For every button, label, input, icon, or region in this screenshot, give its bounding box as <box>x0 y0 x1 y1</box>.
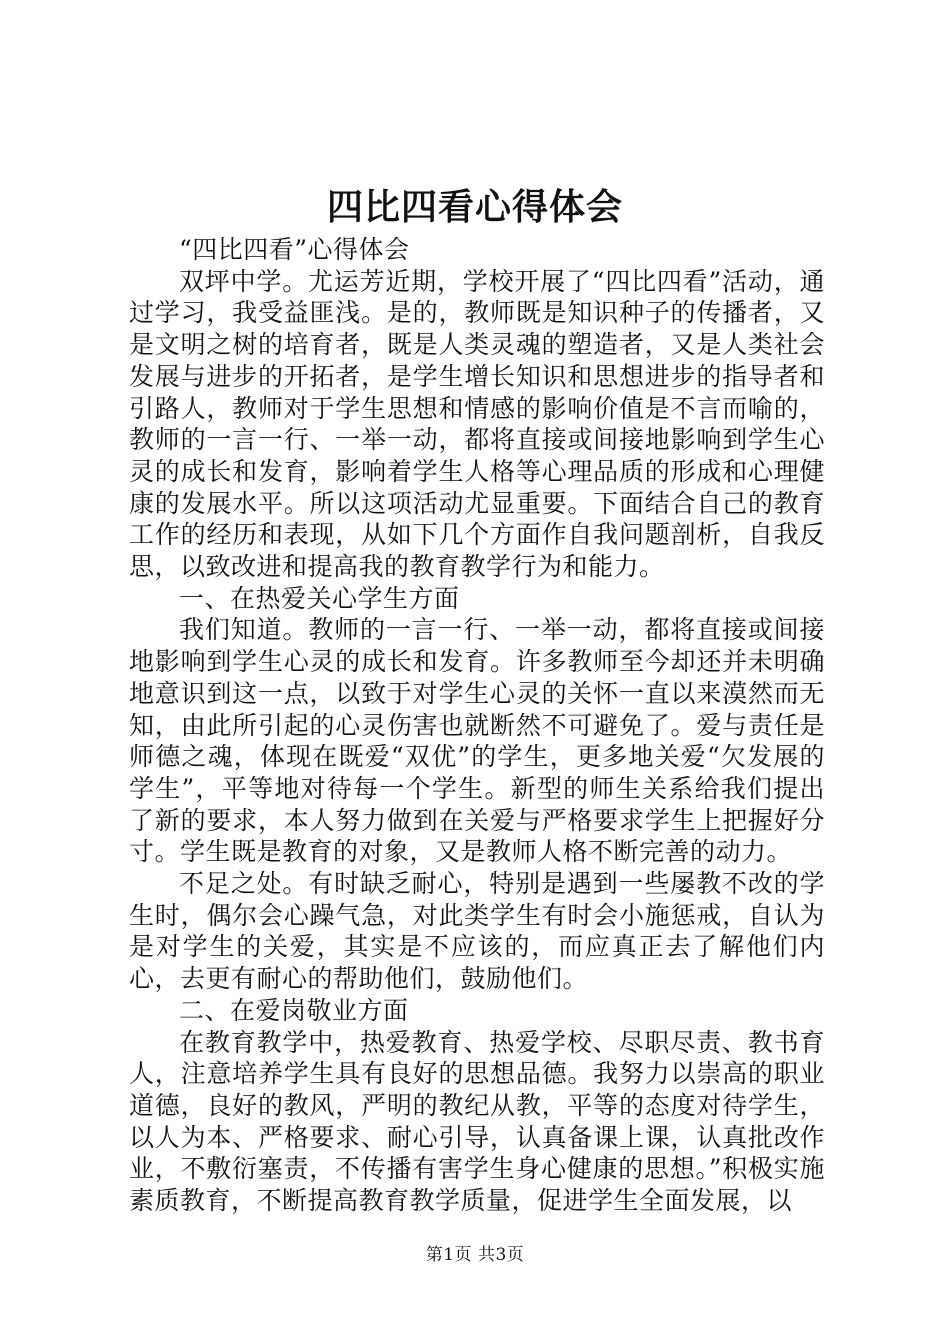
subtitle-paragraph: “四比四看”心得体会 <box>179 235 410 264</box>
document-title: 四比四看心得体会 <box>326 186 623 228</box>
section-2-paragraph: 在教育教学中，热爱教育、热爱学校、尽职尽责、教书育人，注意培养学生具有良好的思想品德。我努力以崇高的职业道德，良好的教风，严明的教纪从教，平等的态度对待学生，以人为本、严格要求、耐心引导，认真备课上课，认真批改作业，不敷衍塞责，不传播有害学生身心健康的思想。”积极实施素质教育，不断提高教育教学质量，促进学生全面发展，以 <box>129 1027 825 1216</box>
section-heading-2: 二、在爱岗敬业方面 <box>179 995 409 1025</box>
document-body <box>129 234 825 1217</box>
intro-paragraph: 双坪中学。尤运芳近期，学校开展了“四比四看”活动，通过学习，我受益匪浅。是的，教师既是知识种子的传播者，又是文明之树的培育者，既是人类灵魂的塑造者，又是人类社会发展与进步的开拓者，是学生增长知识和思想进步的指导者和引路人，教师对于学生思想和情感的影响价值是不言而喻的，教师的一言一行、一举一动，都将直接或间接地影响到学生心灵的成长和发育，影响着学生人格等心理品质的形成和心理健康的发展水平。所以这项活动尤显重要。下面结合自己的教育工作的经历和表现，从如下几个方面作自我问题剖析，自我反思，以致改进和提高我的教育教学行为和能力。 <box>129 266 825 582</box>
page-number-footer: 第1页 共3页 <box>425 1245 525 1265</box>
shortcomings-paragraph: 不足之处。有时缺乏耐心，特别是遇到一些屡教不改的学生时，偶尔会心躁气急，对此类学生有时会小施惩戒，自认为是对学生的关爱，其实是不应该的，而应真正去了解他们内心，去更有耐心的帮助他们，鼓励他们。 <box>129 869 825 994</box>
section-1-paragraph: 我们知道。教师的一言一行、一举一动，都将直接或间接地影响到学生心灵的成长和发育。许多教师至今却还并未明确地意识到这一点，以致于对学生心灵的关怀一直以来漠然而无知，由此所引起的心灵伤害也就断然不可避免了。爱与责任是师德之魂，体现在既爱“双优”的学生，更多地关爱“欠发展的学生”，平等地对待每一个学生。新型的师生关系给我们提出了新的要求，本人努力做到在关爱与严格要求学生上把握好分寸。学生既是教育的对象，又是教师人格不断完善的动力。 <box>129 615 825 867</box>
section-heading-1: 一、在热爱关心学生方面 <box>179 583 460 613</box>
